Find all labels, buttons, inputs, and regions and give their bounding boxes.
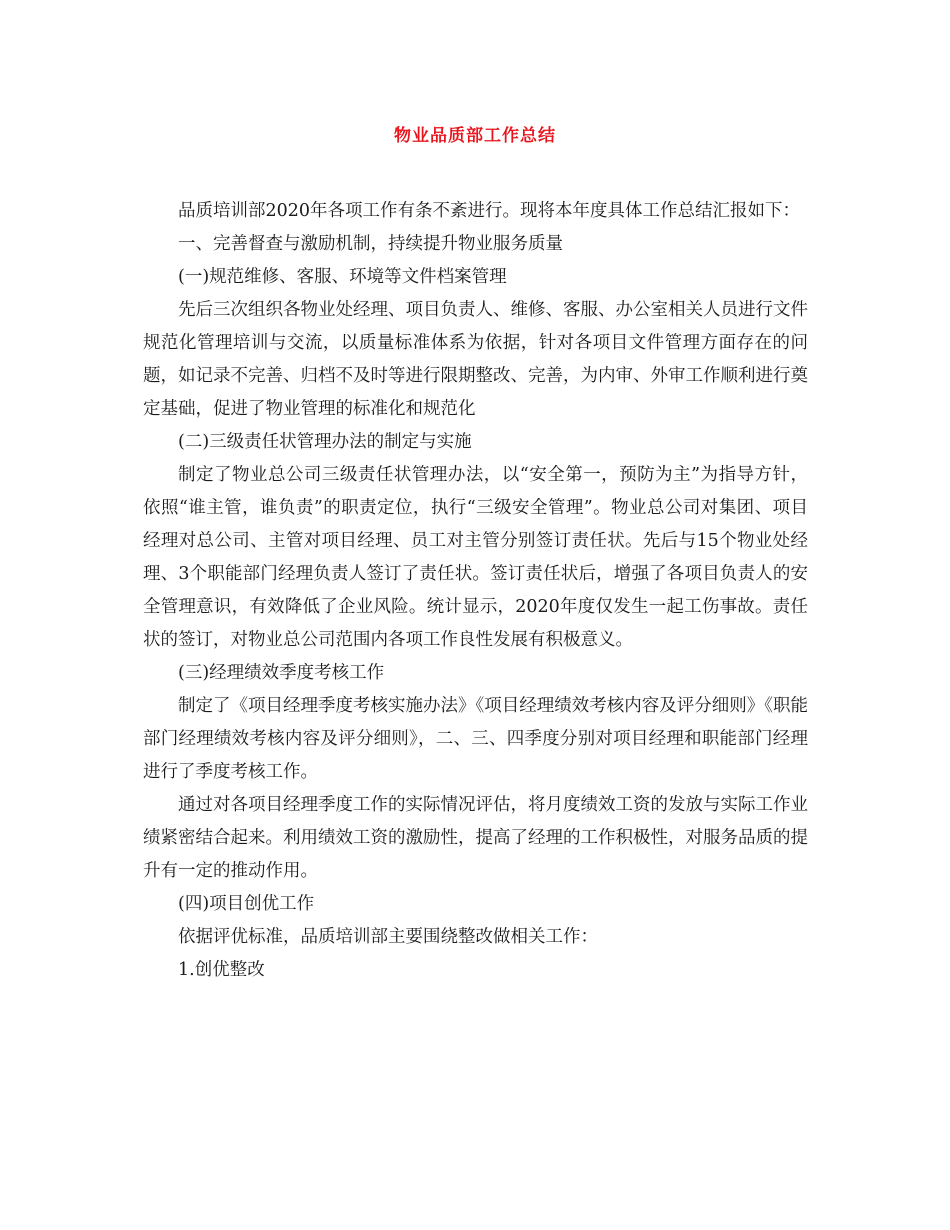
paragraph-file-management: 先后三次组织各物业处经理、项目负责人、维修、客服、办公室相关人员进行文件规范化管理培训与交流，以质量标准体系为依据，针对各项目文件管理方面存在的问题，如记录不完善、归档不及时等进行限期整改、完善，为内审、外审工作顺利进行奠定基础，促进了物业管理的标准化和规范化 bbox=[143, 300, 808, 419]
section-heading-1: 一、完善督查与激励机制，持续提升物业服务质量 bbox=[178, 234, 563, 254]
paragraph-intro: 品质培训部2020年各项工作有条不紊进行。现将本年度具体工作总结汇报如下： bbox=[178, 201, 801, 221]
paragraph-excellence: 依据评优标准，品质培训部主要围绕整改做相关工作： bbox=[178, 927, 598, 947]
subsection-heading-2: (二)三级责任状管理办法的制定与实施 bbox=[178, 432, 472, 452]
paragraph-assessment-rules: 制定了《项目经理季度考核实施办法》《项目经理绩效考核内容及评分细则》《职能部门经理绩效考核内容及评分细则》，二、三、四季度分别对项目经理和职能部门经理进行了季度考核工作。 bbox=[143, 696, 808, 782]
document-body bbox=[143, 195, 808, 987]
list-item-1: 1.创优整改 bbox=[178, 960, 265, 980]
subsection-heading-4: (四)项目创优工作 bbox=[178, 894, 315, 914]
subsection-heading-1: (一)规范维修、客服、环境等文件档案管理 bbox=[178, 267, 507, 287]
paragraph-responsibility: 制定了物业总公司三级责任状管理办法，以“安全第一，预防为主”为指导方针，依照“谁主管，谁负责”的职责定位，执行“三级安全管理”。物业总公司对集团、项目经理对总公司、主管对项目经理、员工对主管分别签订责任状。先后与15个物业处经理、3个职能部门经理负责人签订了责任状。签订责任状后，增强了各项目负责人的安全管理意识，有效降低了企业风险。统计显示，2020年度仅发生一起工伤事故。责任状的签订，对物业总公司范围内各项工作良性发展有积极意义。 bbox=[143, 465, 808, 650]
paragraph-assessment-effect: 通过对各项目经理季度工作的实际情况评估，将月度绩效工资的发放与实际工作业绩紧密结合起来。利用绩效工资的激励性，提高了经理的工作积极性，对服务品质的提升有一定的推动作用。 bbox=[143, 795, 808, 881]
document-title: 物业品质部工作总结 bbox=[394, 126, 556, 146]
subsection-heading-3: (三)经理绩效季度考核工作 bbox=[178, 663, 385, 683]
